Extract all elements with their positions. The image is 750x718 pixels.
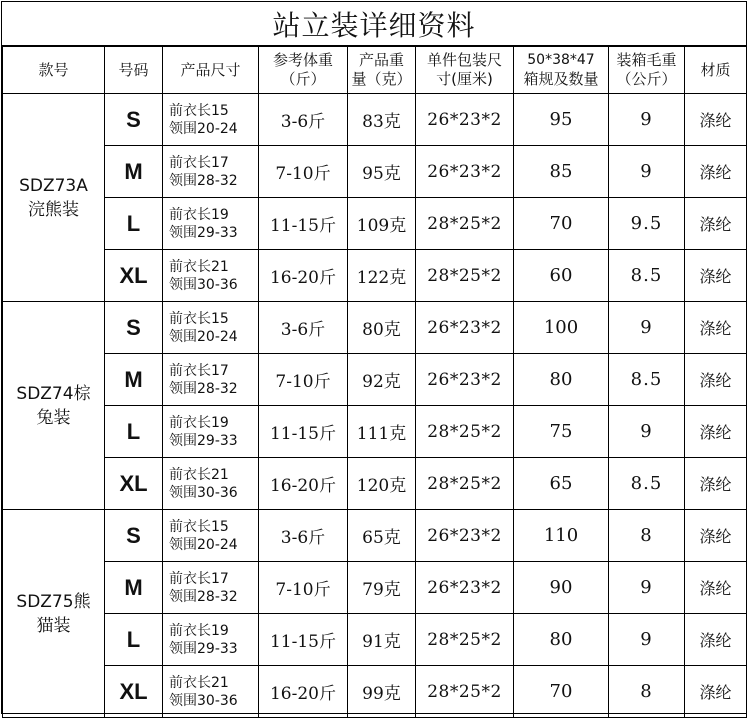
product-weight-cell: 95克: [348, 146, 416, 198]
front-length-text: 前衣长19: [169, 414, 229, 431]
carton-qty-cell: 90: [514, 562, 609, 614]
neck-girth-text: 领围30-36: [169, 276, 238, 293]
package-size-cell: 28*25*2: [416, 614, 514, 666]
ref-weight-cell: 7-10斤: [259, 354, 348, 406]
carton-qty-cell: 65: [514, 458, 609, 510]
style-number-line1: SDZ74棕: [16, 383, 91, 404]
package-size-cell: 28*25*2: [416, 198, 514, 250]
carton-qty-cell: 110: [514, 510, 609, 562]
product-weight-cell: 122克: [348, 250, 416, 302]
table-row: [3, 302, 747, 354]
carton-qty-cell: 70: [514, 666, 609, 718]
package-size-cell: 26*23*2: [416, 510, 514, 562]
neck-girth-text: 领围28-32: [169, 172, 238, 189]
header-product-weight-line2: 量（克）: [351, 70, 412, 88]
product-size-cell: [163, 302, 259, 354]
ref-weight-cell: 7-10斤: [259, 146, 348, 198]
product-weight-cell: 120克: [348, 458, 416, 510]
header-ref-weight: [259, 47, 348, 94]
table-row: [3, 198, 747, 250]
ref-weight-cell: 3-6斤: [259, 302, 348, 354]
product-weight-cell: 65克: [348, 510, 416, 562]
gross-weight-cell: 9: [609, 146, 685, 198]
gross-weight-cell: 8.5: [609, 354, 685, 406]
size-cell: M: [105, 146, 163, 198]
gross-weight-cell: 9: [609, 302, 685, 354]
ref-weight-cell: 16-20斤: [259, 250, 348, 302]
spec-sheet: [1, 1, 747, 714]
package-size-cell: 26*23*2: [416, 562, 514, 614]
package-size-cell: 28*25*2: [416, 250, 514, 302]
carton-qty-cell: 95: [514, 94, 609, 146]
material-cell: 涤纶: [685, 146, 747, 198]
neck-girth-text: 领围20-24: [169, 120, 238, 137]
product-size-cell: [163, 614, 259, 666]
header-gross-weight-line2: （公斤）: [616, 70, 677, 88]
header-ref-weight-line1: 参考体重: [272, 51, 333, 69]
gross-weight-cell: 8.5: [609, 250, 685, 302]
style-number-cell: [3, 302, 105, 510]
carton-qty-cell: 70: [514, 198, 609, 250]
gross-weight-cell: 9: [609, 562, 685, 614]
gross-weight-cell: 8: [609, 510, 685, 562]
size-cell: M: [105, 562, 163, 614]
header-row: [3, 47, 747, 94]
front-length-text: 前衣长21: [169, 466, 229, 483]
material-cell: 涤纶: [685, 302, 747, 354]
header-carton-line2: 箱规及数量: [523, 70, 599, 88]
product-weight-cell: 79克: [348, 562, 416, 614]
product-size-cell: [163, 250, 259, 302]
product-size-cell: [163, 198, 259, 250]
table-row: [3, 406, 747, 458]
style-number-cell: [3, 94, 105, 302]
package-size-cell: 28*25*2: [416, 666, 514, 718]
package-size-cell: 26*23*2: [416, 302, 514, 354]
header-size: 号码: [105, 47, 163, 94]
gross-weight-cell: 8: [609, 666, 685, 718]
product-size-cell: [163, 354, 259, 406]
product-size-cell: [163, 146, 259, 198]
carton-qty-cell: 75: [514, 406, 609, 458]
header-carton: [514, 47, 609, 94]
neck-girth-text: 领围20-24: [169, 328, 238, 345]
neck-girth-text: 领围29-33: [169, 640, 238, 657]
header-product-size: 产品尺寸: [163, 47, 259, 94]
size-cell: XL: [105, 666, 163, 718]
material-cell: 涤纶: [685, 406, 747, 458]
carton-qty-cell: 85: [514, 146, 609, 198]
product-weight-cell: 83克: [348, 94, 416, 146]
header-material: 材质: [685, 47, 747, 94]
ref-weight-cell: 16-20斤: [259, 666, 348, 718]
package-size-cell: 26*23*2: [416, 146, 514, 198]
carton-qty-cell: 80: [514, 354, 609, 406]
table-row: [3, 614, 747, 666]
material-cell: 涤纶: [685, 614, 747, 666]
table-row: [3, 250, 747, 302]
size-cell: S: [105, 302, 163, 354]
package-size-cell: 26*23*2: [416, 94, 514, 146]
header-package-size-line1: 单件包装尺: [426, 51, 502, 69]
table-row: [3, 354, 747, 406]
style-number-line2: 猫装: [36, 615, 71, 636]
ref-weight-cell: 3-6斤: [259, 510, 348, 562]
product-weight-cell: 109克: [348, 198, 416, 250]
style-number-line1: SDZ73A: [19, 175, 88, 196]
table-row: [3, 562, 747, 614]
style-number-line1: SDZ75熊: [16, 591, 91, 612]
material-cell: 涤纶: [685, 666, 747, 718]
ref-weight-cell: 11-15斤: [259, 614, 348, 666]
header-product-weight-line1: 产品重: [358, 51, 404, 69]
gross-weight-cell: 9: [609, 406, 685, 458]
product-weight-cell: 91克: [348, 614, 416, 666]
front-length-text: 前衣长17: [169, 154, 229, 171]
table-row: [3, 510, 747, 562]
front-length-text: 前衣长17: [169, 570, 229, 587]
size-cell: L: [105, 406, 163, 458]
style-number-cell: [3, 510, 105, 718]
size-cell: S: [105, 94, 163, 146]
material-cell: 涤纶: [685, 562, 747, 614]
package-size-cell: 26*23*2: [416, 354, 514, 406]
size-cell: L: [105, 198, 163, 250]
ref-weight-cell: 16-20斤: [259, 458, 348, 510]
product-size-cell: [163, 406, 259, 458]
product-size-cell: [163, 94, 259, 146]
front-length-text: 前衣长17: [169, 362, 229, 379]
size-cell: M: [105, 354, 163, 406]
ref-weight-cell: 3-6斤: [259, 94, 348, 146]
table-row: [3, 146, 747, 198]
neck-girth-text: 领围29-33: [169, 224, 238, 241]
style-number-line2: 浣熊装: [28, 199, 79, 220]
front-length-text: 前衣长19: [169, 206, 229, 223]
front-length-text: 前衣长15: [169, 102, 229, 119]
size-cell: L: [105, 614, 163, 666]
carton-qty-cell: 80: [514, 614, 609, 666]
gross-weight-cell: 9: [609, 94, 685, 146]
front-length-text: 前衣长15: [169, 310, 229, 327]
spec-table: [2, 46, 747, 718]
front-length-text: 前衣长21: [169, 674, 229, 691]
size-cell: XL: [105, 250, 163, 302]
gross-weight-cell: 9: [609, 614, 685, 666]
material-cell: 涤纶: [685, 94, 747, 146]
product-size-cell: [163, 666, 259, 718]
neck-girth-text: 领围28-32: [169, 380, 238, 397]
neck-girth-text: 领围28-32: [169, 588, 238, 605]
ref-weight-cell: 11-15斤: [259, 198, 348, 250]
package-size-cell: 28*25*2: [416, 406, 514, 458]
carton-qty-cell: 100: [514, 302, 609, 354]
product-weight-cell: 111克: [348, 406, 416, 458]
table-body: [3, 94, 747, 718]
product-size-cell: [163, 510, 259, 562]
neck-girth-text: 领围30-36: [169, 692, 238, 709]
style-number-line2: 兔装: [36, 407, 71, 428]
material-cell: 涤纶: [685, 250, 747, 302]
product-size-cell: [163, 458, 259, 510]
neck-girth-text: 领围29-33: [169, 432, 238, 449]
neck-girth-text: 领围20-24: [169, 536, 238, 553]
header-product-weight: [348, 47, 416, 94]
header-style-no: 款号: [3, 47, 105, 94]
header-ref-weight-line2: （斤）: [280, 70, 326, 88]
header-package-size: [416, 47, 514, 94]
size-cell: S: [105, 510, 163, 562]
header-gross-weight: [609, 47, 685, 94]
material-cell: 涤纶: [685, 354, 747, 406]
table-row: [3, 458, 747, 510]
sheet-title: 站立装详细资料: [2, 2, 746, 46]
ref-weight-cell: 11-15斤: [259, 406, 348, 458]
product-weight-cell: 92克: [348, 354, 416, 406]
front-length-text: 前衣长15: [169, 518, 229, 535]
product-weight-cell: 99克: [348, 666, 416, 718]
header-package-size-line2: 寸(厘米): [436, 70, 493, 88]
size-cell: XL: [105, 458, 163, 510]
header-carton-line1: 50*38*47: [527, 52, 595, 68]
material-cell: 涤纶: [685, 458, 747, 510]
ref-weight-cell: 7-10斤: [259, 562, 348, 614]
front-length-text: 前衣长21: [169, 258, 229, 275]
table-row: [3, 666, 747, 718]
product-size-cell: [163, 562, 259, 614]
product-weight-cell: 80克: [348, 302, 416, 354]
material-cell: 涤纶: [685, 198, 747, 250]
gross-weight-cell: 8.5: [609, 458, 685, 510]
neck-girth-text: 领围30-36: [169, 484, 238, 501]
header-gross-weight-line1: 装箱毛重: [616, 51, 677, 69]
gross-weight-cell: 9.5: [609, 198, 685, 250]
table-row: [3, 94, 747, 146]
material-cell: 涤纶: [685, 510, 747, 562]
carton-qty-cell: 60: [514, 250, 609, 302]
package-size-cell: 28*25*2: [416, 458, 514, 510]
front-length-text: 前衣长19: [169, 622, 229, 639]
